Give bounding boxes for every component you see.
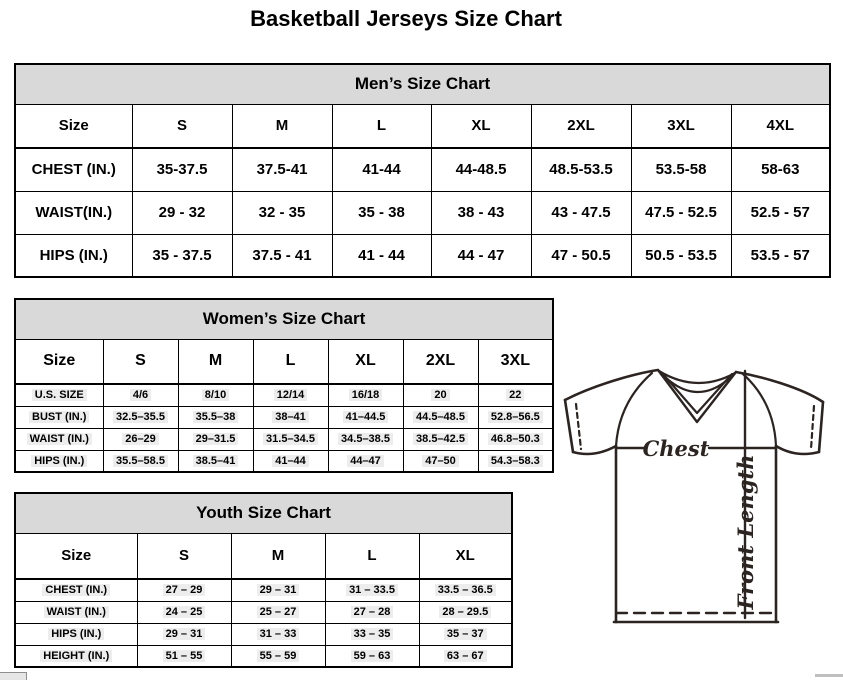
mens-table-title: Men’s Size Chart — [15, 64, 830, 104]
womens-value-cell: 4/6 — [103, 384, 178, 406]
mens-table-row — [15, 191, 830, 234]
youth-value-cell: 51 – 55 — [137, 645, 231, 667]
mens-value-cell: 35 - 38 — [332, 191, 431, 234]
youth-column-header: L — [325, 533, 419, 579]
womens-row-label: BUST (IN.) — [15, 406, 103, 428]
youth-value-cell: 31 – 33 — [231, 623, 325, 645]
womens-value-cell: 29–31.5 — [178, 428, 253, 450]
mens-value-cell: 38 - 43 — [431, 191, 531, 234]
womens-row-label: WAIST (IN.) — [15, 428, 103, 450]
womens-column-header: Size — [15, 339, 103, 384]
womens-column-header: 3XL — [478, 339, 553, 384]
womens-value-cell: 26–29 — [103, 428, 178, 450]
youth-value-cell: 27 – 29 — [137, 579, 231, 601]
womens-value-cell: 46.8–50.3 — [478, 428, 553, 450]
youth-row-label: CHEST (IN.) — [15, 579, 137, 601]
womens-column-header: 2XL — [403, 339, 478, 384]
youth-value-cell: 25 – 27 — [231, 601, 325, 623]
mens-row-label: WAIST(IN.) — [15, 191, 132, 234]
mens-column-header: 3XL — [631, 104, 731, 148]
youth-column-header: S — [137, 533, 231, 579]
womens-value-cell: 38.5–42.5 — [403, 428, 478, 450]
mens-column-header: XL — [431, 104, 531, 148]
mens-table-row — [15, 148, 830, 191]
youth-table-row — [15, 645, 512, 667]
mens-column-header: Size — [15, 104, 132, 148]
youth-row-label: HIPS (IN.) — [15, 623, 137, 645]
womens-table-row — [15, 450, 553, 472]
womens-table-row — [15, 428, 553, 450]
womens-value-cell: 44.5–48.5 — [403, 406, 478, 428]
mens-column-header: S — [132, 104, 232, 148]
youth-value-cell: 31 – 33.5 — [325, 579, 419, 601]
mens-value-cell: 48.5-53.5 — [531, 148, 631, 191]
womens-value-cell: 16/18 — [328, 384, 403, 406]
youth-row-label: WAIST (IN.) — [15, 601, 137, 623]
womens-value-cell: 38.5–41 — [178, 450, 253, 472]
chest-measure-label: Chest — [642, 436, 710, 461]
mens-column-header: 2XL — [531, 104, 631, 148]
youth-size-table — [14, 492, 513, 668]
womens-column-header: M — [178, 339, 253, 384]
womens-table-row — [15, 384, 553, 406]
womens-value-cell: 41–44.5 — [328, 406, 403, 428]
womens-value-cell: 35.5–38 — [178, 406, 253, 428]
youth-value-cell: 24 – 25 — [137, 601, 231, 623]
womens-column-header: XL — [328, 339, 403, 384]
mens-size-table — [14, 63, 831, 278]
womens-value-cell: 52.8–56.5 — [478, 406, 553, 428]
mens-value-cell: 35-37.5 — [132, 148, 232, 191]
jersey-diagram — [552, 360, 843, 632]
womens-value-cell: 12/14 — [253, 384, 328, 406]
womens-row-label: HIPS (IN.) — [15, 450, 103, 472]
youth-column-header: M — [231, 533, 325, 579]
youth-value-cell: 63 – 67 — [419, 645, 512, 667]
youth-table-row — [15, 579, 512, 601]
mens-value-cell: 44 - 47 — [431, 234, 531, 277]
mens-row-label: CHEST (IN.) — [15, 148, 132, 191]
womens-column-header: L — [253, 339, 328, 384]
youth-value-cell: 55 – 59 — [231, 645, 325, 667]
womens-value-cell: 54.3–58.3 — [478, 450, 553, 472]
youth-table-title: Youth Size Chart — [15, 493, 512, 533]
womens-value-cell: 38–41 — [253, 406, 328, 428]
youth-value-cell: 29 – 31 — [137, 623, 231, 645]
womens-value-cell: 41–44 — [253, 450, 328, 472]
mens-value-cell: 53.5 - 57 — [731, 234, 830, 277]
mens-value-cell: 52.5 - 57 — [731, 191, 830, 234]
youth-table-row — [15, 623, 512, 645]
mens-value-cell: 53.5-58 — [631, 148, 731, 191]
womens-value-cell: 44–47 — [328, 450, 403, 472]
womens-value-cell: 31.5–34.5 — [253, 428, 328, 450]
mens-value-cell: 32 - 35 — [232, 191, 332, 234]
mens-table-row — [15, 234, 830, 277]
youth-column-header: Size — [15, 533, 137, 579]
page-title: Basketball Jerseys Size Chart — [250, 6, 562, 31]
mens-value-cell: 37.5-41 — [232, 148, 332, 191]
mens-value-cell: 41-44 — [332, 148, 431, 191]
youth-value-cell: 28 – 29.5 — [419, 601, 512, 623]
womens-value-cell: 22 — [478, 384, 553, 406]
womens-size-table — [14, 298, 554, 473]
bottom-right-edge-fragment — [815, 674, 843, 677]
mens-value-cell: 41 - 44 — [332, 234, 431, 277]
youth-value-cell: 33 – 35 — [325, 623, 419, 645]
womens-table-title: Women’s Size Chart — [15, 299, 553, 339]
womens-value-cell: 47–50 — [403, 450, 478, 472]
womens-value-cell: 20 — [403, 384, 478, 406]
youth-value-cell: 59 – 63 — [325, 645, 419, 667]
mens-column-header: L — [332, 104, 431, 148]
youth-column-header: XL — [419, 533, 512, 579]
mens-value-cell: 35 - 37.5 — [132, 234, 232, 277]
womens-value-cell: 32.5–35.5 — [103, 406, 178, 428]
mens-value-cell: 37.5 - 41 — [232, 234, 332, 277]
jersey-outline-icon — [552, 360, 843, 632]
mens-value-cell: 44-48.5 — [431, 148, 531, 191]
mens-value-cell: 43 - 47.5 — [531, 191, 631, 234]
mens-column-header: M — [232, 104, 332, 148]
youth-table-row — [15, 601, 512, 623]
front-length-measure-label: Front Length — [733, 454, 758, 610]
mens-value-cell: 47 - 50.5 — [531, 234, 631, 277]
womens-value-cell: 34.5–38.5 — [328, 428, 403, 450]
mens-value-cell: 50.5 - 53.5 — [631, 234, 731, 277]
youth-value-cell: 35 – 37 — [419, 623, 512, 645]
womens-table-row — [15, 406, 553, 428]
youth-value-cell: 29 – 31 — [231, 579, 325, 601]
womens-column-header: S — [103, 339, 178, 384]
youth-row-label: HEIGHT (IN.) — [15, 645, 137, 667]
mens-row-label: HIPS (IN.) — [15, 234, 132, 277]
mens-column-header: 4XL — [731, 104, 830, 148]
youth-value-cell: 27 – 28 — [325, 601, 419, 623]
youth-value-cell: 33.5 – 36.5 — [419, 579, 512, 601]
mens-value-cell: 29 - 32 — [132, 191, 232, 234]
womens-row-label: U.S. SIZE — [15, 384, 103, 406]
womens-value-cell: 35.5–58.5 — [103, 450, 178, 472]
mens-value-cell: 58-63 — [731, 148, 830, 191]
womens-value-cell: 8/10 — [178, 384, 253, 406]
mens-value-cell: 47.5 - 52.5 — [631, 191, 731, 234]
